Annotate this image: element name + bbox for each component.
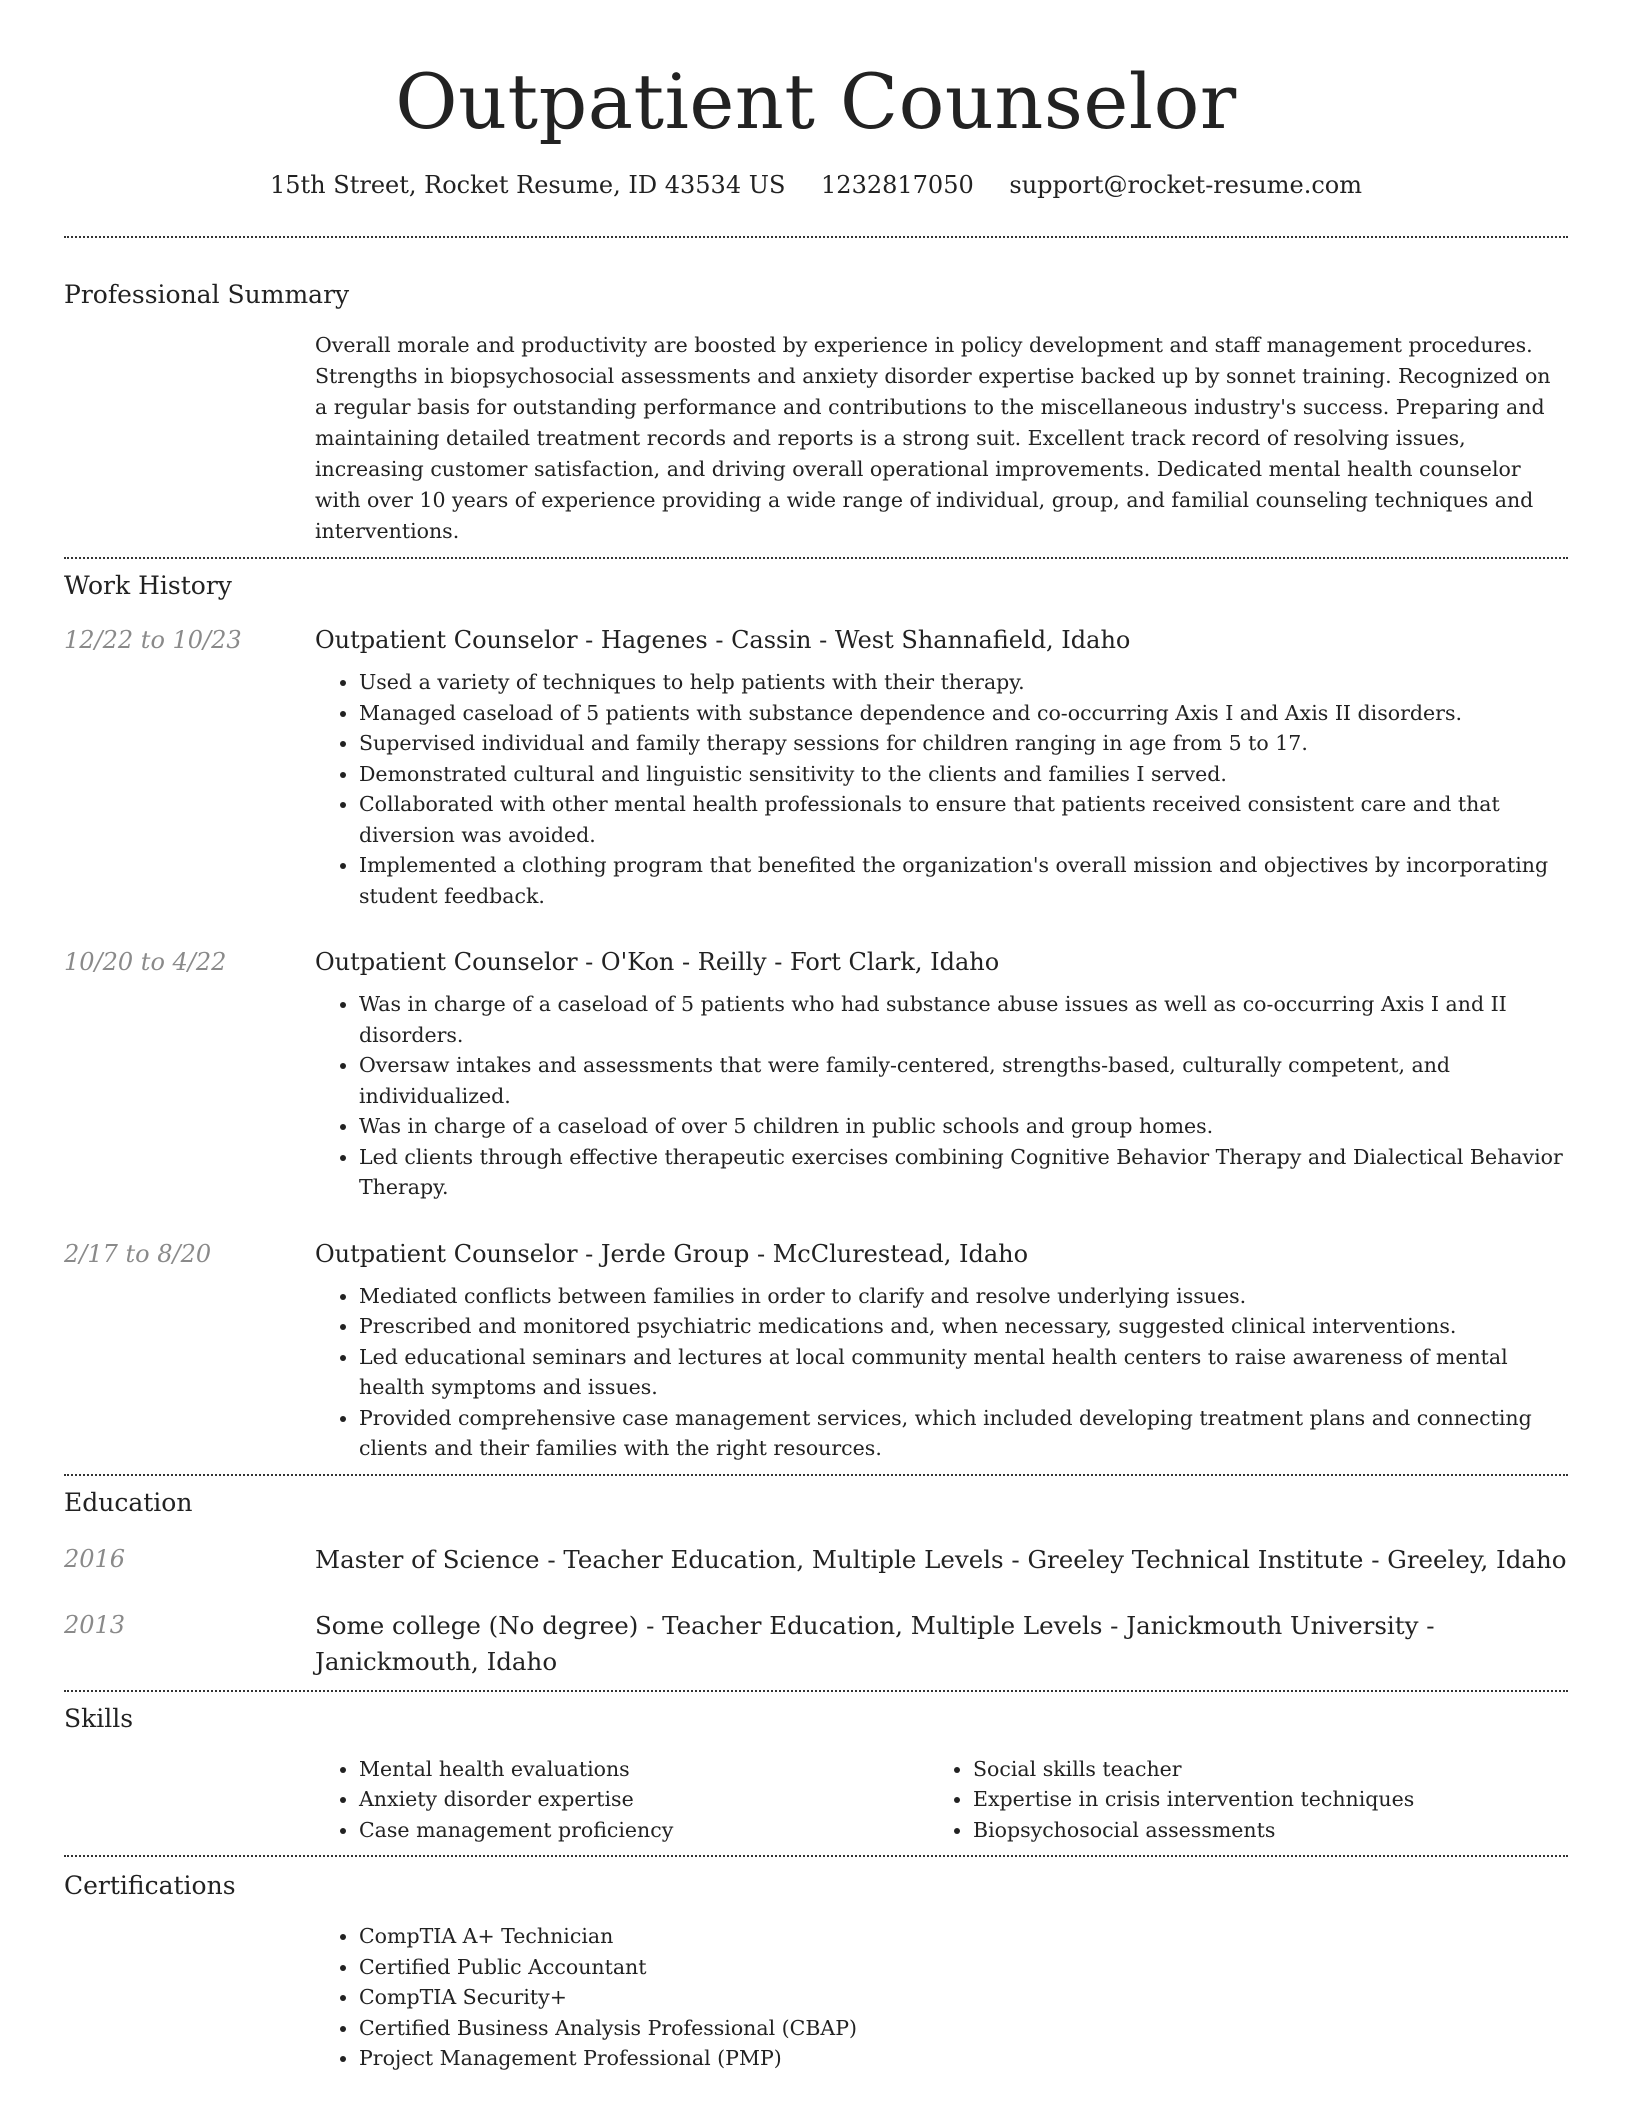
contact-email: support@rocket-resume.com xyxy=(1009,171,1362,199)
job-entry xyxy=(64,945,1568,1203)
skills-list xyxy=(315,1754,929,1846)
skill-item: • Expertise in crisis intervention techniques xyxy=(973,1784,1543,1815)
skill-item: • Biopsychosocial assessments xyxy=(973,1815,1543,1846)
summary-text: Overall morale and productivity are boosted by experience in policy development and staff management procedures. Strengths in biopsychosocial assessments and anxiety disorder expertise backed up by sonnet training. Recognized on a regular basis for outstanding performance and contributions to the miscellaneous industry's success. Preparing and maintaining detailed treatment records and reports is a strong suit. Excellent track record of resolving issues, increasing customer satisfaction, and driving overall operational improvements. Dedicated mental health counselor with over 10 years of experience providing a wide range of individual, group, and familial counseling techniques and interventions. xyxy=(315,333,1551,543)
job-bullet: • Collaborated with other mental health professionals to ensure that patients received consistent care and that diversion was avoided. xyxy=(359,789,1568,850)
skills-list xyxy=(929,1754,1543,1846)
job-bullet: • Led educational seminars and lectures at local community mental health centers to raise awareness of mental health symptoms and issues. xyxy=(359,1342,1568,1403)
section-divider xyxy=(64,1690,1568,1692)
job-body xyxy=(315,1237,1568,1464)
certifications-heading: Certifications xyxy=(64,1871,236,1900)
job-body xyxy=(315,623,1568,911)
contact-info xyxy=(64,168,1568,202)
skill-item: • Mental health evaluations xyxy=(359,1754,929,1785)
job-bullet: • Supervised individual and family therapy sessions for children ranging in age from 5 to 17. xyxy=(359,728,1568,759)
job-bullet: • Demonstrated cultural and linguistic sensitivity to the clients and families I served. xyxy=(359,759,1568,790)
certification-item: • CompTIA Security+ xyxy=(359,1982,1568,2013)
job-bullet: • Mediated conflicts between families in order to clarify and resolve underlying issues. xyxy=(359,1281,1568,1312)
section-divider xyxy=(64,1474,1568,1476)
job-bullet: • Managed caseload of 5 patients with substance dependence and co-occurring Axis I and Axis II disorders. xyxy=(359,698,1568,729)
skill-item: • Case management proficiency xyxy=(359,1815,929,1846)
job-body xyxy=(315,945,1568,1203)
education-year: 2013 xyxy=(64,1610,126,1639)
job-title: Outpatient Counselor - Jerde Group - McClurestead, Idaho xyxy=(315,1239,1029,1268)
contact-address: 15th Street, Rocket Resume, ID 43534 US xyxy=(270,171,786,199)
resume-page xyxy=(64,0,1568,2074)
skills-column-left xyxy=(315,1754,929,1846)
section-divider xyxy=(64,1855,1568,1857)
skills-grid xyxy=(315,1754,1568,1846)
job-dates: 2/17 to 8/20 xyxy=(64,1239,212,1268)
education-heading: Education xyxy=(64,1487,193,1517)
job-bullet: • Oversaw intakes and assessments that were family-centered, strengths-based, culturally competent, and individualized. xyxy=(359,1050,1568,1111)
summary-heading: Professional Summary xyxy=(64,280,350,309)
job-bullet: • Implemented a clothing program that benefited the organization's overall mission and objectives by incorporating student feedback. xyxy=(359,850,1568,911)
section-divider xyxy=(64,557,1568,559)
work-history-heading: Work History xyxy=(64,571,232,600)
skill-item: • Social skills teacher xyxy=(973,1754,1543,1785)
job-bullet: • Was in charge of a caseload of 5 patients who had substance abuse issues as well as co-occurring Axis I and II disorders. xyxy=(359,989,1568,1050)
education-year: 2016 xyxy=(64,1544,126,1573)
skills-heading: Skills xyxy=(64,1703,134,1733)
job-bullet: • Used a variety of techniques to help patients with their therapy. xyxy=(359,667,1568,698)
certifications-list xyxy=(315,1921,1568,2074)
certification-item: • Project Management Professional (PMP) xyxy=(359,2043,1568,2074)
job-bullet: • Provided comprehensive case management services, which included developing treatment plans and connecting clients and their families with the right resources. xyxy=(359,1403,1568,1464)
job-entry xyxy=(64,1237,1568,1464)
certification-item: • Certified Business Analysis Professional (CBAP) xyxy=(359,2013,1568,2044)
job-entry xyxy=(64,623,1568,911)
skill-item: • Anxiety disorder expertise xyxy=(359,1784,929,1815)
skills-column-right xyxy=(929,1754,1543,1846)
education-body xyxy=(315,1608,1568,1680)
job-bullets xyxy=(315,1281,1568,1464)
job-bullet: • Prescribed and monitored psychiatric medications and, when necessary, suggested clinical interventions. xyxy=(359,1311,1568,1342)
certification-bullets xyxy=(315,1921,1568,2074)
job-dates: 10/20 to 4/22 xyxy=(64,948,227,976)
education-body xyxy=(315,1542,1568,1578)
resume-name: Outpatient Counselor xyxy=(395,57,1237,146)
job-bullet: • Led clients through effective therapeutic exercises combining Cognitive Behavior Therapy and Dialectical Behavior Therapy. xyxy=(359,1142,1568,1203)
certification-item: • Certified Public Accountant xyxy=(359,1952,1568,1983)
job-bullets xyxy=(315,667,1568,911)
education-title: Master of Science - Teacher Education, Multiple Levels - Greeley Technical Institute - Greeley, Idaho xyxy=(315,1544,1567,1574)
job-dates: 12/22 to 10/23 xyxy=(64,626,242,654)
job-bullet: • Was in charge of a caseload of over 5 children in public schools and group homes. xyxy=(359,1111,1568,1142)
job-bullets xyxy=(315,989,1568,1203)
certification-item: • CompTIA A+ Technician xyxy=(359,1921,1568,1952)
job-title: Outpatient Counselor - O'Kon - Reilly - Fort Clark, Idaho xyxy=(315,948,1000,976)
contact-phone: 1232817050 xyxy=(821,171,974,199)
education-entry xyxy=(64,1542,1568,1578)
education-entry xyxy=(64,1608,1568,1680)
header-divider xyxy=(64,236,1568,238)
education-title: Some college (No degree) - Teacher Education, Multiple Levels - Janickmouth University - Janickmouth, Idaho xyxy=(315,1610,1435,1676)
job-title: Outpatient Counselor - Hagenes - Cassin - West Shannafield, Idaho xyxy=(315,626,1131,654)
